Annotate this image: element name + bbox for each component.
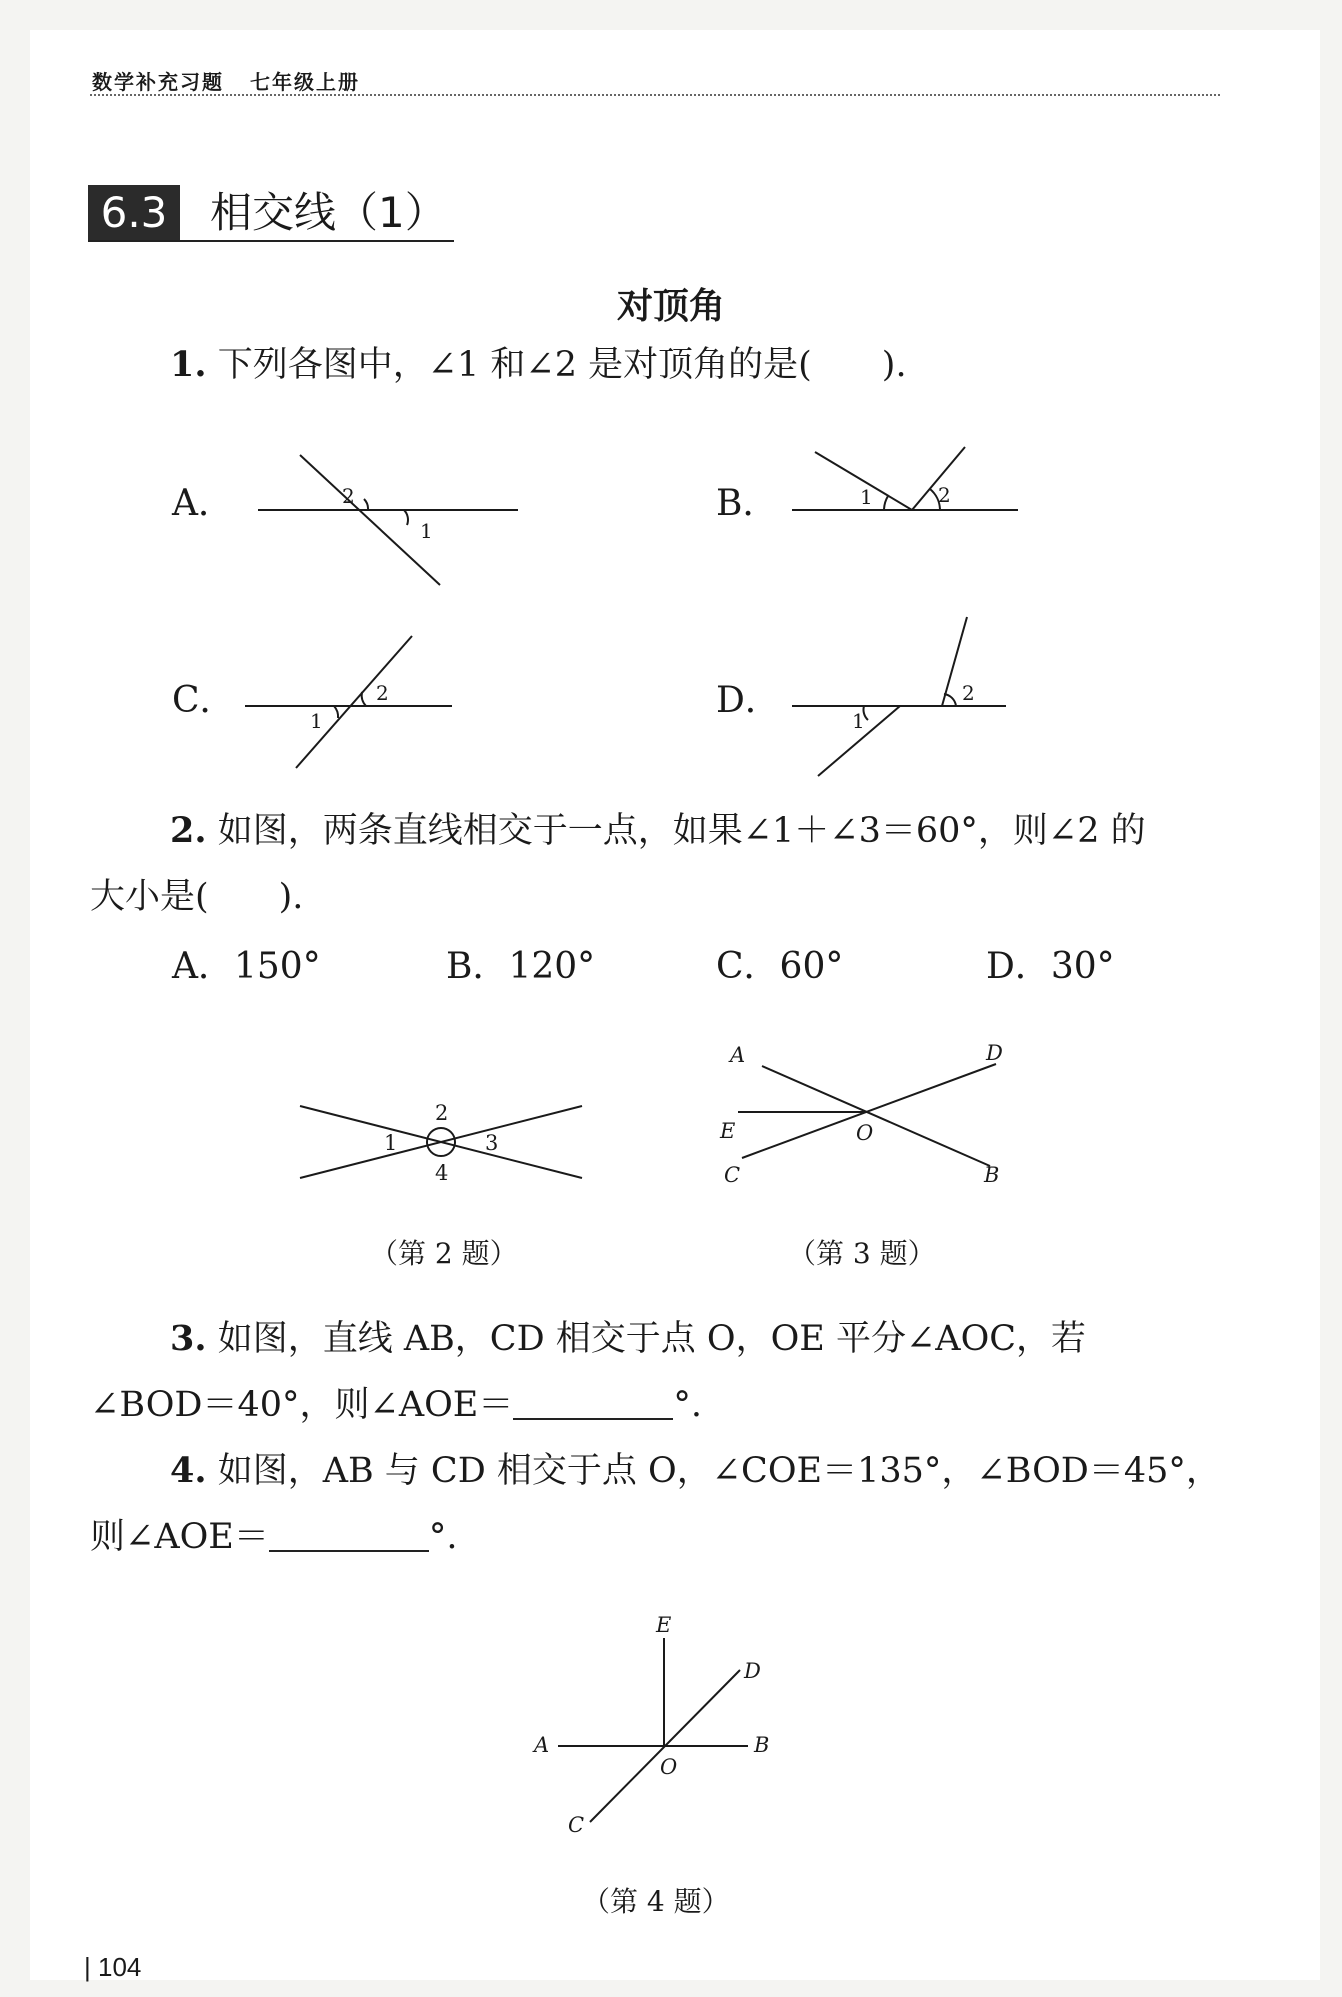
fig3-label-b: B: [984, 1163, 1000, 1187]
fig3-label-c: C: [724, 1163, 741, 1187]
fig2-label-2: 2: [435, 1101, 449, 1125]
q2-option-b: B．120°: [446, 946, 596, 987]
fig-a-label-1: 1: [420, 519, 433, 543]
q4-caption: （第 4 题）: [582, 1885, 730, 1918]
book-title: 数学补充习题: [92, 70, 224, 94]
fig-d-label-2: 2: [962, 681, 975, 705]
q1-number: 1.: [170, 344, 207, 385]
q3-line-2-text: ∠BOD＝40°，则∠AOE＝: [90, 1385, 514, 1425]
q4-number: 4.: [170, 1450, 207, 1491]
subtitle: 对顶角: [616, 286, 725, 327]
q2-option-a: A．150°: [172, 946, 321, 987]
fig-b-label-2: 2: [938, 483, 951, 507]
q4-line-2-end: °.: [428, 1517, 458, 1557]
q1-option-d: D．: [716, 680, 781, 721]
fig-b-label-1: 1: [860, 485, 873, 509]
fig3-label-a: A: [730, 1043, 746, 1067]
q4-line-1: 如图，AB 与 CD 相交于点 O，∠COE＝135°，∠BOD＝45°，: [217, 1451, 1221, 1491]
fig4-label-o: O: [660, 1755, 678, 1779]
q3-number: 3.: [170, 1318, 207, 1359]
q2-number: 2.: [170, 810, 207, 851]
fig4-label-b: B: [754, 1733, 770, 1757]
fig4-label-e: E: [656, 1613, 672, 1637]
section-title: 相交线（1）: [210, 188, 447, 237]
q4-line-2-text: 则∠AOE＝: [90, 1517, 269, 1557]
fig3-label-o: O: [856, 1121, 874, 1145]
fig-a-label-2: 2: [342, 484, 355, 508]
q2-line-2: 大小是( ).: [90, 877, 304, 917]
q2-option-d: D．30°: [986, 946, 1115, 987]
page-number: | 104: [84, 1952, 142, 1982]
q3-line-1: 如图，直线 AB，CD 相交于点 O，OE 平分∠AOC，若: [217, 1319, 1087, 1359]
q1-option-a: A．: [172, 483, 234, 524]
fig3-label-d: D: [986, 1041, 1003, 1065]
q1-option-b: B．: [716, 483, 779, 524]
section-number: 6.3: [88, 185, 180, 240]
fig2-label-3: 3: [485, 1131, 499, 1155]
fig3-label-e: E: [720, 1119, 736, 1143]
fig-c-label-1: 1: [310, 709, 323, 733]
fig-c-label-2: 2: [376, 681, 389, 705]
fig4-label-a: A: [534, 1733, 550, 1757]
q2-option-c: C．60°: [716, 946, 844, 987]
q2-caption: （第 2 题）: [370, 1237, 518, 1270]
q2-line-1: 如图，两条直线相交于一点，如果∠1＋∠3＝60°，则∠2 的: [217, 811, 1146, 851]
q1-option-c: C．: [172, 680, 236, 721]
q3-line-2-end: °.: [673, 1385, 702, 1425]
grade-label: 七年级上册: [250, 70, 360, 94]
q1-text: 下列各图中，∠1 和∠2 是对顶角的是( ).: [217, 345, 907, 385]
fig2-label-1: 1: [384, 1131, 398, 1155]
fig-d-label-1: 1: [852, 709, 865, 733]
page-number-value: 104: [97, 1952, 142, 1982]
fig4-label-c: C: [568, 1813, 585, 1837]
fig4-label-d: D: [744, 1659, 761, 1683]
fig2-label-4: 4: [435, 1161, 449, 1185]
q3-caption: （第 3 题）: [788, 1237, 936, 1270]
